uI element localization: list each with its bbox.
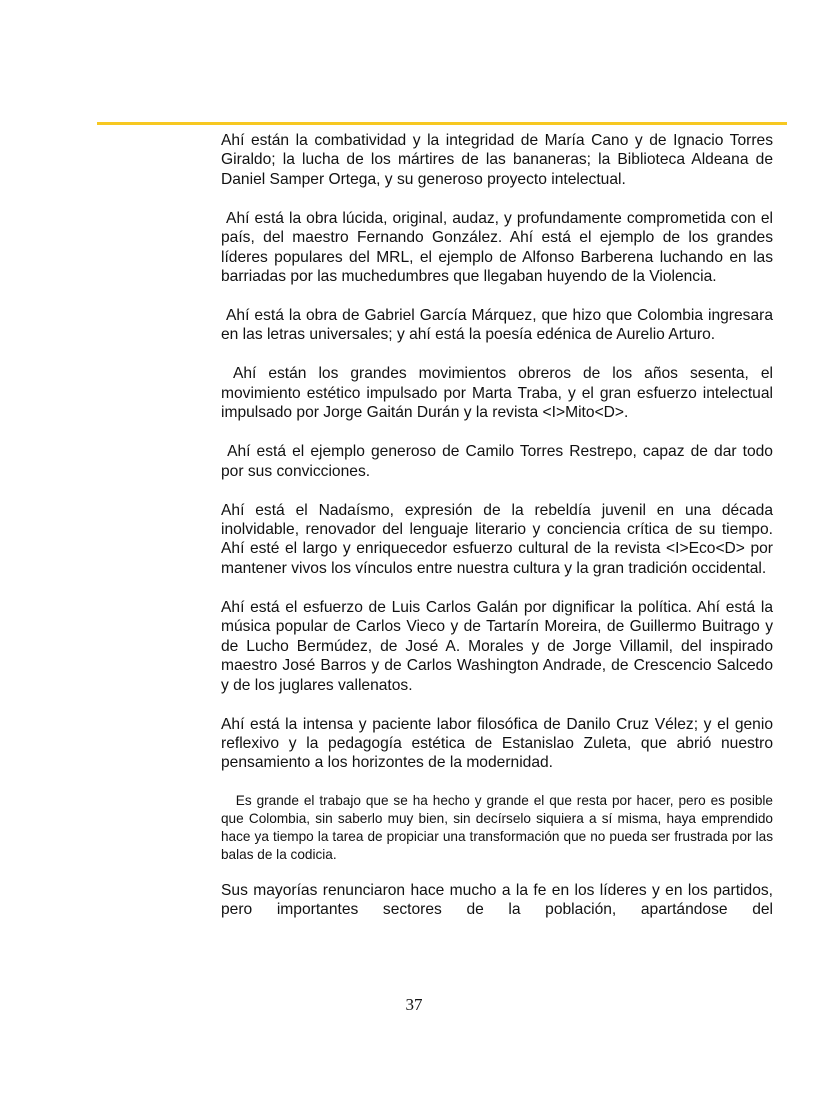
page-number: 37	[405, 995, 423, 1014]
paragraph: Sus mayorías renunciaron hace mucho a la fe en los líderes y en los partidos, pero importantes sectores de la población, apartándose del	[221, 881, 773, 918]
paragraph: Ahí está la obra lúcida, original, audaz, y profundamente comprometida con el país, del maestro Fernando González. Ahí está el ejemplo de los grandes líderes populares del MRL, el ejemplo de Alfonso Barberena luchando en las barriadas por las muchedumbres que llegaban huyendo de la Violencia.	[221, 209, 778, 286]
paragraph: Ahí está el esfuerzo de Luis Carlos Galán por dignificar la política. Ahí está la música popular de Carlos Vieco y de Tartarín Moreira, de Guillermo Buitrago y de Lucho Bermúdez, de José A. Morales y de Jorge Villamil, del inspirado maestro José Barros y de Carlos Washington Andrade, de Crescencio Salcedo y de los juglares vallenatos.	[221, 598, 773, 694]
paragraph: Ahí están la combatividad y la integridad de María Cano y de Ignacio Torres Giraldo; la lucha de los mártires de las bananeras; la Biblioteca Aldeana de Daniel Samper Ortega, y su generoso proyecto intelectual.	[221, 132, 773, 188]
paragraph: Ahí está la intensa y paciente labor filosófica de Danilo Cruz Vélez; y el genio reflexivo y la pedagogía estética de Estanislao Zuleta, que abrió nuestro pensamiento a los horizontes de la modernidad.	[221, 715, 773, 772]
text-column	[221, 131, 778, 939]
paragraph: Ahí está el Nadaísmo, expresión de la rebeldía juvenil en una década inolvidable, renovador del lenguaje literario y conciencia crítica de su tiempo. Ahí esté el largo y enriquecedor esfuerzo cultural de la revista <I>Eco<D> por mantener vivos los vínculos entre nuestra cultura y la gran tradición occidental.	[221, 501, 773, 577]
paragraph: Ahí están los grandes movimientos obreros de los años sesenta, el movimiento estético impulsado por Marta Traba, y el gran esfuerzo intelectual impulsado por Jorge Gaitán Durán y la revista <I>Mito<D>.	[221, 365, 778, 422]
header-rule	[97, 122, 787, 125]
paragraph: Ahí está la obra de Gabriel García Márquez, que hizo que Colombia ingresara en las letras universales; y ahí está la poesía edénica de Aurelio Arturo.	[221, 307, 778, 344]
paragraph: Ahí está el ejemplo generoso de Camilo Torres Restrepo, capaz de dar todo por sus convicciones.	[221, 443, 778, 480]
paragraph-small: Es grande el trabajo que se ha hecho y grande el que resta por hacer, pero es posible que Colombia, sin saberlo muy bien, sin decírselo siquiera a sí misma, haya emprendido hace ya tiempo la tarea de propiciar una transformación que no pueda ser frustrada por las balas de la codicia.	[221, 793, 777, 862]
